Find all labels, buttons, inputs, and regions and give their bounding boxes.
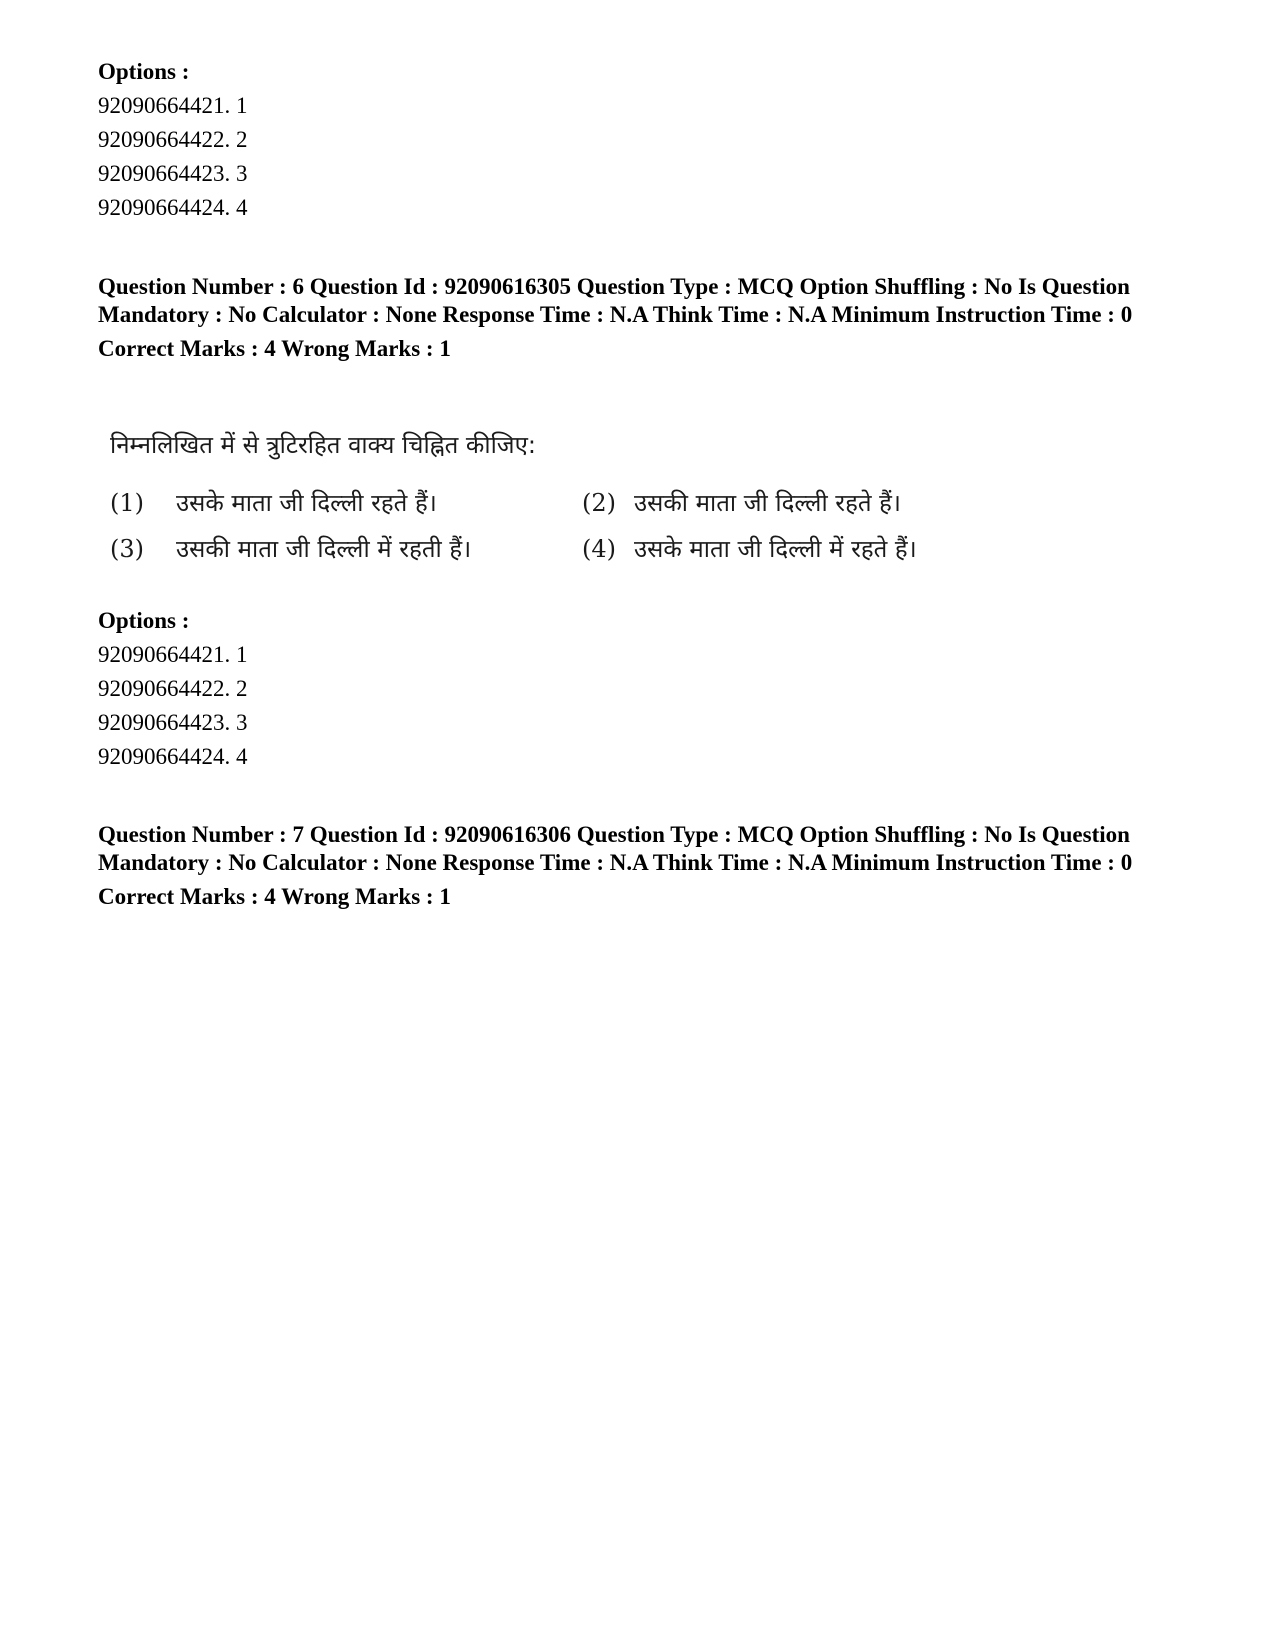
option-item: 92090664423. 3 [98,161,248,186]
choice-1 [110,486,437,519]
question-marks: Correct Marks : 4 Wrong Marks : 1 [98,884,451,909]
choice-text: उसकी माता जी दिल्ली रहते हैं। [634,489,902,517]
question-prompt: निम्नलिखित में से त्रुटिरहित वाक्य चिह्नित कीजिए: [110,431,536,459]
top-options-block [98,58,1138,225]
choice-4 [582,532,917,565]
option-item: 92090664422. 2 [98,127,248,152]
choice-number: (3) [110,535,144,563]
question-7-header [98,821,1138,910]
option-item: 92090664424. 4 [98,744,248,769]
option-item: 92090664421. 1 [98,642,248,667]
options-heading: Options : [98,59,190,84]
question-meta: Question Number : 7 Question Id : 92090616306 Question Type : MCQ Option Shuffling : No Is Question Mandatory : No Calculator : None Response Time : N.A Think Time : N.A Minimum Instruction Time : 0 [98,822,1133,875]
choice-text: उसके माता जी दिल्ली में रहते हैं। [634,535,917,563]
choice-2 [582,486,901,519]
choice-number: (4) [582,535,616,563]
question-6-options [98,607,1138,774]
option-item: 92090664424. 4 [98,195,248,220]
options-heading: Options : [98,608,190,633]
choice-text: उसके माता जी दिल्ली रहते हैं। [176,489,437,517]
option-item: 92090664423. 3 [98,710,248,735]
question-marks: Correct Marks : 4 Wrong Marks : 1 [98,336,451,361]
choice-3 [110,532,471,565]
question-meta: Question Number : 6 Question Id : 92090616305 Question Type : MCQ Option Shuffling : No Is Question Mandatory : No Calculator : None Response Time : N.A Think Time : N.A Minimum Instruction Time : 0 [98,274,1133,327]
choice-number: (1) [110,489,144,517]
question-6-body [110,428,1010,568]
option-item: 92090664421. 1 [98,93,248,118]
option-item: 92090664422. 2 [98,676,248,701]
choice-number: (2) [582,489,616,517]
question-6-header [98,273,1138,362]
choice-text: उसकी माता जी दिल्ली में रहती हैं। [176,535,472,563]
